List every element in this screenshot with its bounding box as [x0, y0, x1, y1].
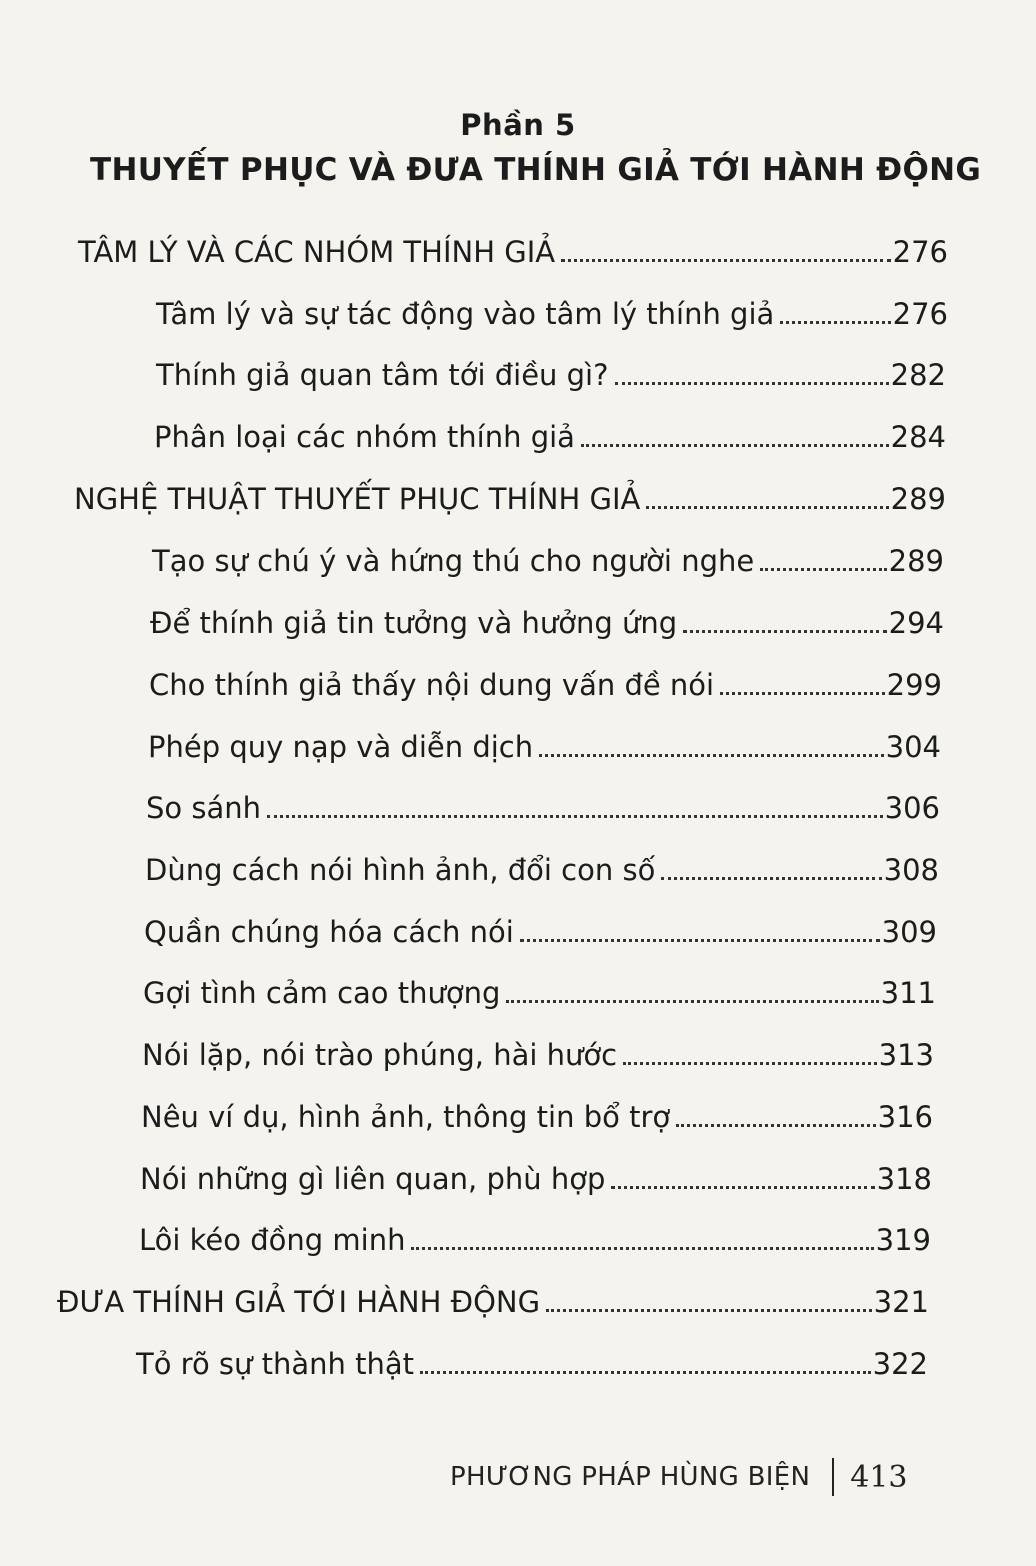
toc-entry-page: 309 [881, 915, 937, 949]
dot-leader [623, 1062, 877, 1065]
toc-entry [136, 1347, 928, 1387]
dot-leader [581, 444, 889, 447]
dot-leader [506, 1000, 878, 1003]
toc-entry-label: ĐƯA THÍNH GIẢ TỚI HÀNH ĐỘNG [57, 1285, 541, 1319]
toc-entry-page: 316 [877, 1100, 933, 1134]
toc-entry [140, 1162, 932, 1202]
toc-entry-page: 289 [888, 544, 944, 578]
toc-entry [150, 606, 944, 646]
toc-entry-label: Quần chúng hóa cách nói [144, 915, 514, 949]
toc-entry [141, 1100, 933, 1140]
toc-entry-page: 322 [872, 1347, 928, 1381]
toc-entry-label: Cho thính giả thấy nội dung vấn đề nói [149, 668, 715, 702]
toc-entry-label: Lôi kéo đồng minh [139, 1223, 406, 1257]
toc-entry [145, 853, 939, 893]
toc-entry-page: 304 [885, 730, 941, 764]
toc-entry-label: Nêu ví dụ, hình ảnh, thông tin bổ trợ [141, 1100, 671, 1134]
running-title: PHƯƠNG PHÁP HÙNG BIỆN [450, 1462, 811, 1492]
toc-entry-label: Thính giả quan tâm tới điều gì? [156, 358, 609, 392]
toc-entry-page: 306 [884, 791, 940, 825]
toc-entry-label: Phép quy nạp và diễn dịch [148, 730, 534, 764]
toc-entry-page: 276 [892, 235, 948, 269]
dot-leader [780, 321, 890, 324]
toc-entry-label: Tâm lý và sự tác động vào tâm lý thính giả [156, 297, 775, 331]
toc-entry-label: Gợi tình cảm cao thượng [143, 976, 501, 1010]
toc-entry-page: 319 [875, 1223, 931, 1257]
dot-leader [661, 877, 881, 880]
toc-entry [152, 544, 944, 584]
toc-entry [144, 915, 937, 955]
toc-entry-label: Nói lặp, nói trào phúng, hài hước [142, 1038, 618, 1072]
toc-entry [156, 297, 948, 337]
toc-entry-label: Tỏ rõ sự thành thật [136, 1347, 415, 1381]
page-number: 413 [850, 1459, 908, 1495]
dot-leader [615, 382, 889, 385]
toc-entry-label: So sánh [146, 791, 262, 825]
toc-entry-page: 294 [888, 606, 944, 640]
toc-entry-page: 299 [886, 668, 942, 702]
dot-leader [676, 1124, 876, 1127]
toc-entry-label: TÂM LÝ VÀ CÁC NHÓM THÍNH GIẢ [78, 235, 556, 269]
toc-entry-section [78, 235, 948, 275]
dot-leader [267, 815, 883, 818]
toc-entry-label: Dùng cách nói hình ảnh, đổi con số [145, 853, 656, 887]
dot-leader [720, 692, 885, 695]
part-subtitle: THUYẾT PHỤC VÀ ĐƯA THÍNH GIẢ TỚI HÀNH ĐỘNG [90, 152, 982, 188]
dot-leader [411, 1247, 873, 1250]
toc-entry-page: 308 [883, 853, 939, 887]
toc-entry-page: 282 [890, 358, 946, 392]
toc-entry-page: 318 [876, 1162, 932, 1196]
toc-entry-section [57, 1285, 929, 1325]
toc-entry-page: 284 [890, 420, 946, 454]
dot-leader [520, 939, 880, 942]
toc-entry-label: Để thính giả tin tưởng và hưởng ứng [150, 606, 678, 640]
footer-divider [832, 1458, 834, 1496]
dot-leader [683, 630, 887, 633]
toc-entry-page: 276 [892, 297, 948, 331]
toc-entry [139, 1223, 931, 1263]
page-footer [450, 1455, 908, 1499]
toc-entry-label: Nói những gì liên quan, phù hợp [140, 1162, 606, 1196]
toc-entry-label: Phân loại các nhóm thính giả [154, 420, 575, 454]
dot-leader [546, 1309, 872, 1312]
toc-entry [143, 976, 936, 1016]
part-title: Phần 5 [460, 108, 576, 142]
toc-entry-label: Tạo sự chú ý và hứng thú cho người nghe [152, 544, 755, 578]
toc-entry [156, 358, 946, 398]
toc-entry [146, 791, 940, 831]
toc-entry-section [74, 482, 946, 522]
dot-leader [760, 568, 886, 571]
dot-leader [539, 754, 884, 757]
dot-leader [646, 506, 888, 509]
toc-entry-label: NGHỆ THUẬT THUYẾT PHỤC THÍNH GIẢ [74, 482, 641, 516]
toc-entry [149, 668, 942, 708]
toc-entry-page: 289 [890, 482, 946, 516]
toc-entry-page: 311 [880, 976, 936, 1010]
dot-leader [420, 1371, 871, 1374]
dot-leader [611, 1186, 874, 1189]
toc-entry [148, 730, 941, 770]
dot-leader [561, 259, 891, 262]
toc-entry-page: 321 [873, 1285, 929, 1319]
toc-entry [142, 1038, 934, 1078]
toc-entry [154, 420, 946, 460]
toc-entry-page: 313 [878, 1038, 934, 1072]
